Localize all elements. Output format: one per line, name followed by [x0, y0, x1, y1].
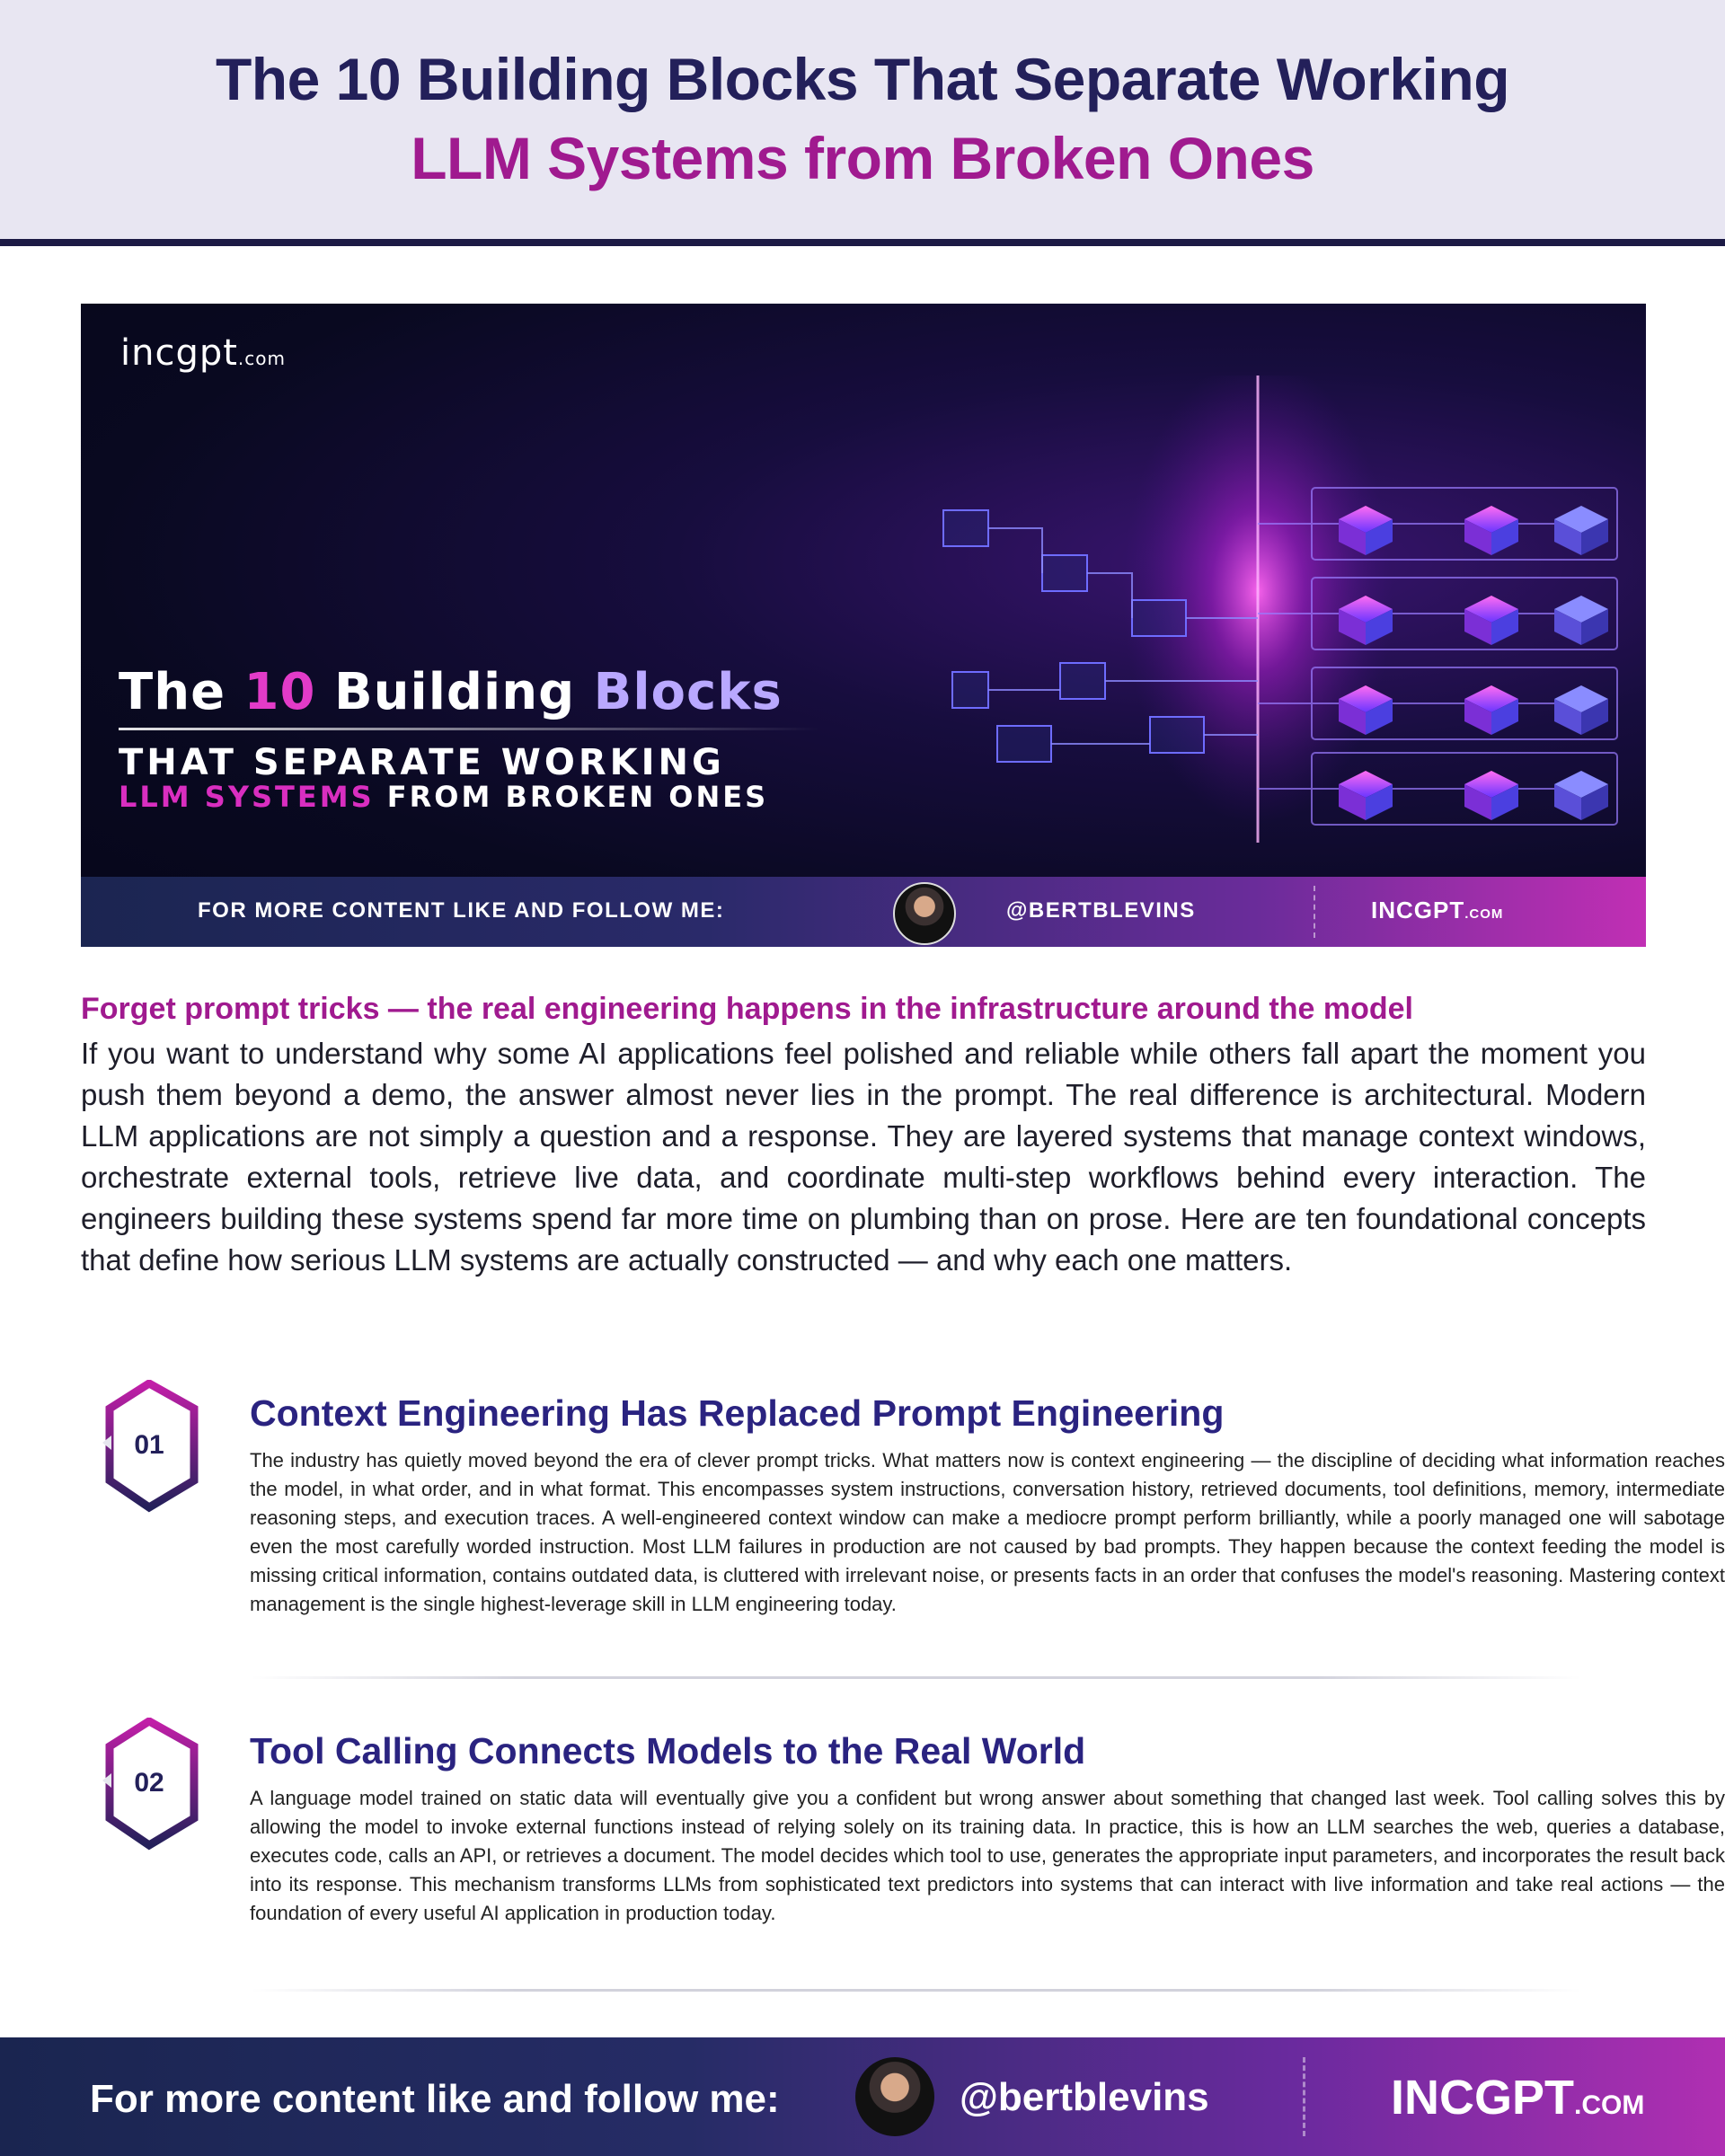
page-title-line1: The 10 Building Blocks That Separate Working	[215, 46, 1510, 112]
section-body: A language model trained on static data will eventually give you a confident but wrong answer about something that changed last week. Tool calling solves this by allowing the model to invoke external functions instead of relying solely on its training data. In practice, this is how an LLM searches the web, queries a database, executes code, calls an API, or retrieves a document. The model decides which tool to use, generates the appropriate input parameters, and incorporates the result back into its response. This mechanism transforms LLMs from sophisticated text predictors into systems that can interact with live information and take real actions — the foundation of every useful AI application in production today.	[250, 1787, 1725, 1924]
page-title-line2: LLM Systems from Broken Ones	[411, 125, 1314, 191]
footer-separator	[1303, 2057, 1305, 2136]
intro-heading: Forget prompt tricks — the real engineering happens in the infrastructure around the model	[81, 992, 1413, 1026]
banner-brand-domain: .COM	[1464, 906, 1504, 922]
banner-title-number: 10	[243, 663, 316, 721]
banner-title-word2: Blocks	[593, 663, 783, 721]
banner-brand-link[interactable]	[1371, 897, 1503, 924]
banner-handle-link[interactable]: @BERTBLEVINS	[1006, 898, 1196, 923]
banner-logo	[120, 332, 286, 374]
intro-paragraph: If you want to understand why some AI applications feel polished and reliable while others fall apart the moment you push them beyond a demo, the answer almost never lies in the prompt. The real difference is architectural. Modern LLM applications are not simply a question and a response. They are layered systems that manage context windows, orchestrate external tools, retrieve live data, and coordinate multi-step workflows behind every interaction. The engineers building these systems spend far more time on plumbing than on prose. Here are ten foundational concepts that define how serious LLM systems are actually constructed — and why each one matters.	[81, 1037, 1646, 1277]
footer-brand-link[interactable]	[1391, 2070, 1644, 2125]
banner-title	[119, 663, 783, 721]
section-divider	[252, 1989, 1581, 1992]
banner-footer-separator	[1314, 886, 1315, 938]
network-diagram-illustration	[836, 376, 1626, 843]
banner-footer	[81, 877, 1646, 947]
footer-brand-domain: .COM	[1574, 2090, 1645, 2120]
footer-brand-text: INCGPT	[1391, 2071, 1575, 2125]
banner-subtitle-rest: FROM BROKEN ONES	[386, 780, 769, 814]
banner-subtitle-line2	[119, 780, 768, 814]
banner-subtitle-highlight: LLM SYSTEMS	[119, 780, 375, 814]
section-number-badge	[102, 1718, 201, 1852]
page-footer	[0, 2037, 1725, 2156]
section-number: 01	[134, 1430, 164, 1460]
section-divider	[252, 1676, 1581, 1679]
banner-avatar	[893, 882, 956, 945]
page-header	[0, 0, 1725, 246]
section-title: Tool Calling Connects Models to the Real World	[250, 1730, 1086, 1772]
banner-follow-text: FOR MORE CONTENT LIKE AND FOLLOW ME:	[198, 898, 725, 923]
section-number: 02	[134, 1768, 164, 1798]
banner-title-prefix: The	[119, 663, 226, 721]
section-number-badge	[102, 1380, 201, 1515]
banner-title-underline	[119, 728, 819, 730]
section-body: The industry has quietly moved beyond the era of clever prompt tricks. What matters now is context engineering — the discipline of deciding what information reaches the model, in what order, and in what format. This encompasses system instructions, conversation history, retrieved documents, tool definitions, memory, intermediate reasoning steps, and execution traces. A well-engineered context window can make a mediocre prompt perform brilliantly, while a poorly managed one will sabotage even the most carefully worded instruction. Most LLM failures in production are not caused by bad prompts. They happen because the context feeding the model is missing critical information, contains outdated data, is cluttered with irrelevant noise, or presents facts in an order that confuses the model's reasoning. Mastering context management is the single highest-leverage skill in LLM engineering today.	[250, 1449, 1725, 1615]
section-title: Context Engineering Has Replaced Prompt Engineering	[250, 1392, 1225, 1434]
footer-handle-link[interactable]: @bertblevins	[960, 2075, 1209, 2119]
footer-avatar	[855, 2057, 934, 2136]
banner-subtitle-line1: THAT SEPARATE WORKING	[119, 742, 725, 783]
banner-logo-domain: .com	[237, 348, 286, 369]
footer-follow-text: For more content like and follow me:	[90, 2077, 780, 2121]
hero-banner	[81, 304, 1646, 947]
banner-title-word1: Building	[333, 663, 576, 721]
banner-logo-text: incgpt	[120, 332, 238, 374]
banner-brand-text: INCGPT	[1371, 897, 1465, 923]
